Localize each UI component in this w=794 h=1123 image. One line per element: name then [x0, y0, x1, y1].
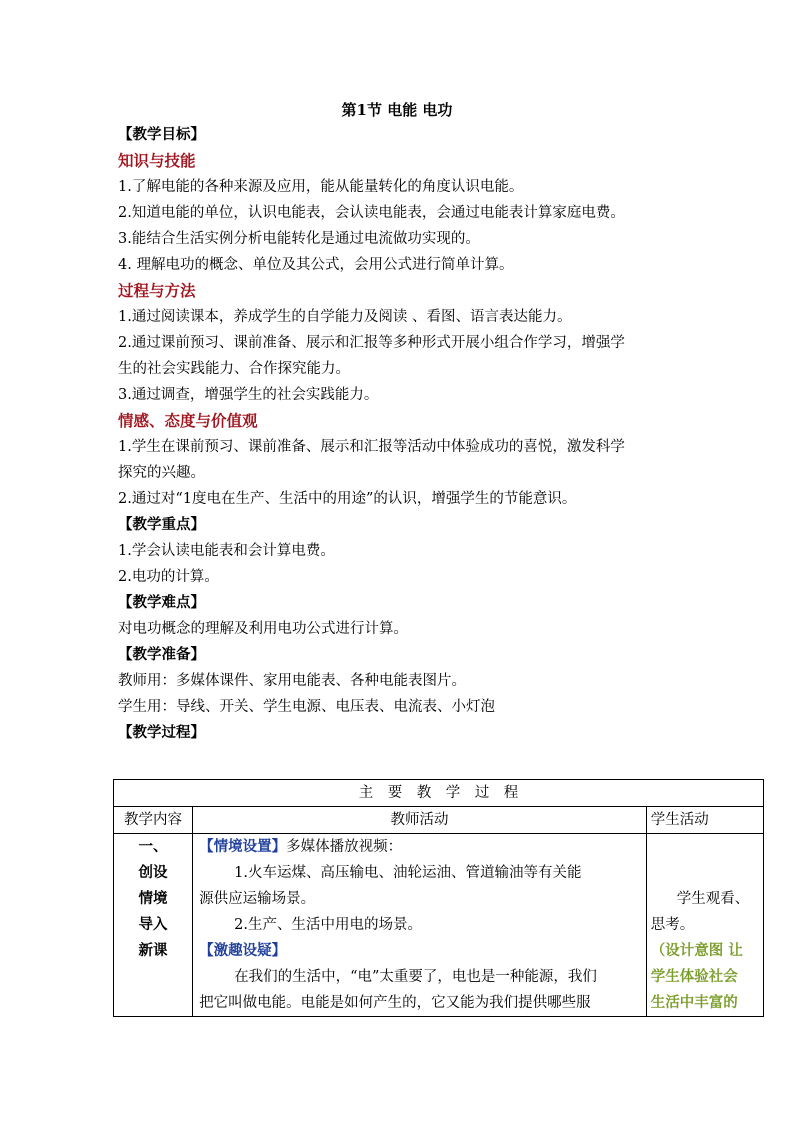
teaching-process-table	[113, 779, 764, 1017]
student-activity-cell	[646, 834, 763, 1017]
difficulty-item: 对电功概念的理解及利用电功公式进行计算。	[118, 621, 408, 637]
teacher-line: 在我们的生活中，“电”太重要了，电也是一种能源，我们	[234, 969, 597, 985]
knowledge-item: 4. 理解电功的概念、单位及其公式，会用公式进行简单计算。	[118, 257, 514, 273]
objectives-header: 【教学目标】	[118, 126, 205, 143]
header-teacher: 教师活动	[193, 807, 647, 834]
situation-tag: 【情境设置】	[199, 838, 287, 855]
knowledge-item: 1.了解电能的各种来源及应用，能从能量转化的角度认识电能。	[118, 179, 524, 195]
knowledge-item: 2.知道电能的单位，认识电能表，会认读电能表，会通过电能表计算家庭电费。	[118, 205, 625, 221]
table-caption-row	[114, 780, 764, 807]
preparation-header: 【教学准备】	[118, 646, 205, 663]
process-item: 2.通过课前预习、课前准备、展示和汇报等多种形式开展小组合作学习，增强学	[118, 335, 625, 351]
lesson-title: 第1节 电能 电功	[341, 101, 453, 119]
emotion-item: 1.学生在课前预习、课前准备、展示和汇报等活动中体验成功的喜悦，激发科学	[118, 439, 625, 455]
teacher-line	[199, 834, 646, 860]
process-header: 过程与方法	[118, 281, 196, 300]
emotion-item: 探究的兴趣。	[118, 465, 205, 481]
preparation-item: 学生用：导线、开关、学生电源、电压表、电流表、小灯泡	[118, 699, 495, 715]
process-item: 生的社会实践能力、合作探究能力。	[118, 361, 350, 377]
interest-tag: 【激趣设疑】	[199, 942, 287, 959]
teacher-line: 2.生产、生活中用电的场景。	[234, 917, 422, 933]
emotion-item: 2.通过对“1度电在生产、生活中的用途”的认识，增强学生的节能意识。	[118, 491, 577, 507]
process-item: 3.通过调查，增强学生的社会实践能力。	[118, 387, 379, 403]
header-student: 学生活动	[646, 807, 763, 834]
teacher-activity-cell	[193, 834, 647, 1017]
header-content: 教学内容	[114, 807, 193, 834]
content-line: 导入	[138, 916, 168, 933]
procedure-header: 【教学过程】	[118, 724, 205, 741]
content-line: 一、	[138, 838, 168, 855]
table-caption: 主 要 教 学 过 程	[114, 780, 764, 807]
knowledge-item: 3.能结合生活实例分析电能转化是通过电流做功实现的。	[118, 231, 480, 247]
content-line: 新课	[138, 942, 168, 959]
preparation-item: 教师用：多媒体课件、家用电能表、各种电能表图片。	[118, 673, 466, 689]
process-item: 1.通过阅读课本，养成学生的自学能力及阅读 、看图、语言表达能力。	[118, 309, 572, 325]
content-line: 创设	[138, 864, 168, 881]
student-line: 学生观看、	[676, 891, 750, 907]
teacher-line: 源供应运输场景。	[199, 891, 316, 907]
emotion-header: 情感、态度与价值观	[118, 411, 258, 430]
table-row	[114, 834, 764, 1017]
teacher-line	[199, 938, 646, 964]
key-point-item: 1.学会认读电能表和会计算电费。	[118, 543, 335, 559]
difficulty-header: 【教学难点】	[118, 594, 205, 611]
design-intent-line: （设计意图 让	[650, 942, 743, 959]
table-header-row	[114, 807, 764, 834]
teacher-line: 把它叫做电能。电能是如何产生的，它又能为我们提供哪些服	[199, 995, 591, 1011]
lesson-body	[118, 122, 688, 746]
knowledge-header: 知识与技能	[118, 151, 196, 170]
situation-text: 多媒体播放视频：	[286, 839, 403, 855]
content-cell	[114, 834, 193, 1017]
key-points-header: 【教学重点】	[118, 516, 205, 533]
key-point-item: 2.电功的计算。	[118, 569, 219, 585]
design-intent-line: 生活中丰富的	[650, 994, 738, 1011]
design-intent-line: 学生体验社会	[650, 968, 738, 985]
teacher-line: 1.火车运煤、高压输电、油轮运油、管道输油等有关能	[234, 865, 582, 881]
content-line: 情境	[138, 890, 168, 907]
student-line: 思考。	[650, 917, 695, 933]
